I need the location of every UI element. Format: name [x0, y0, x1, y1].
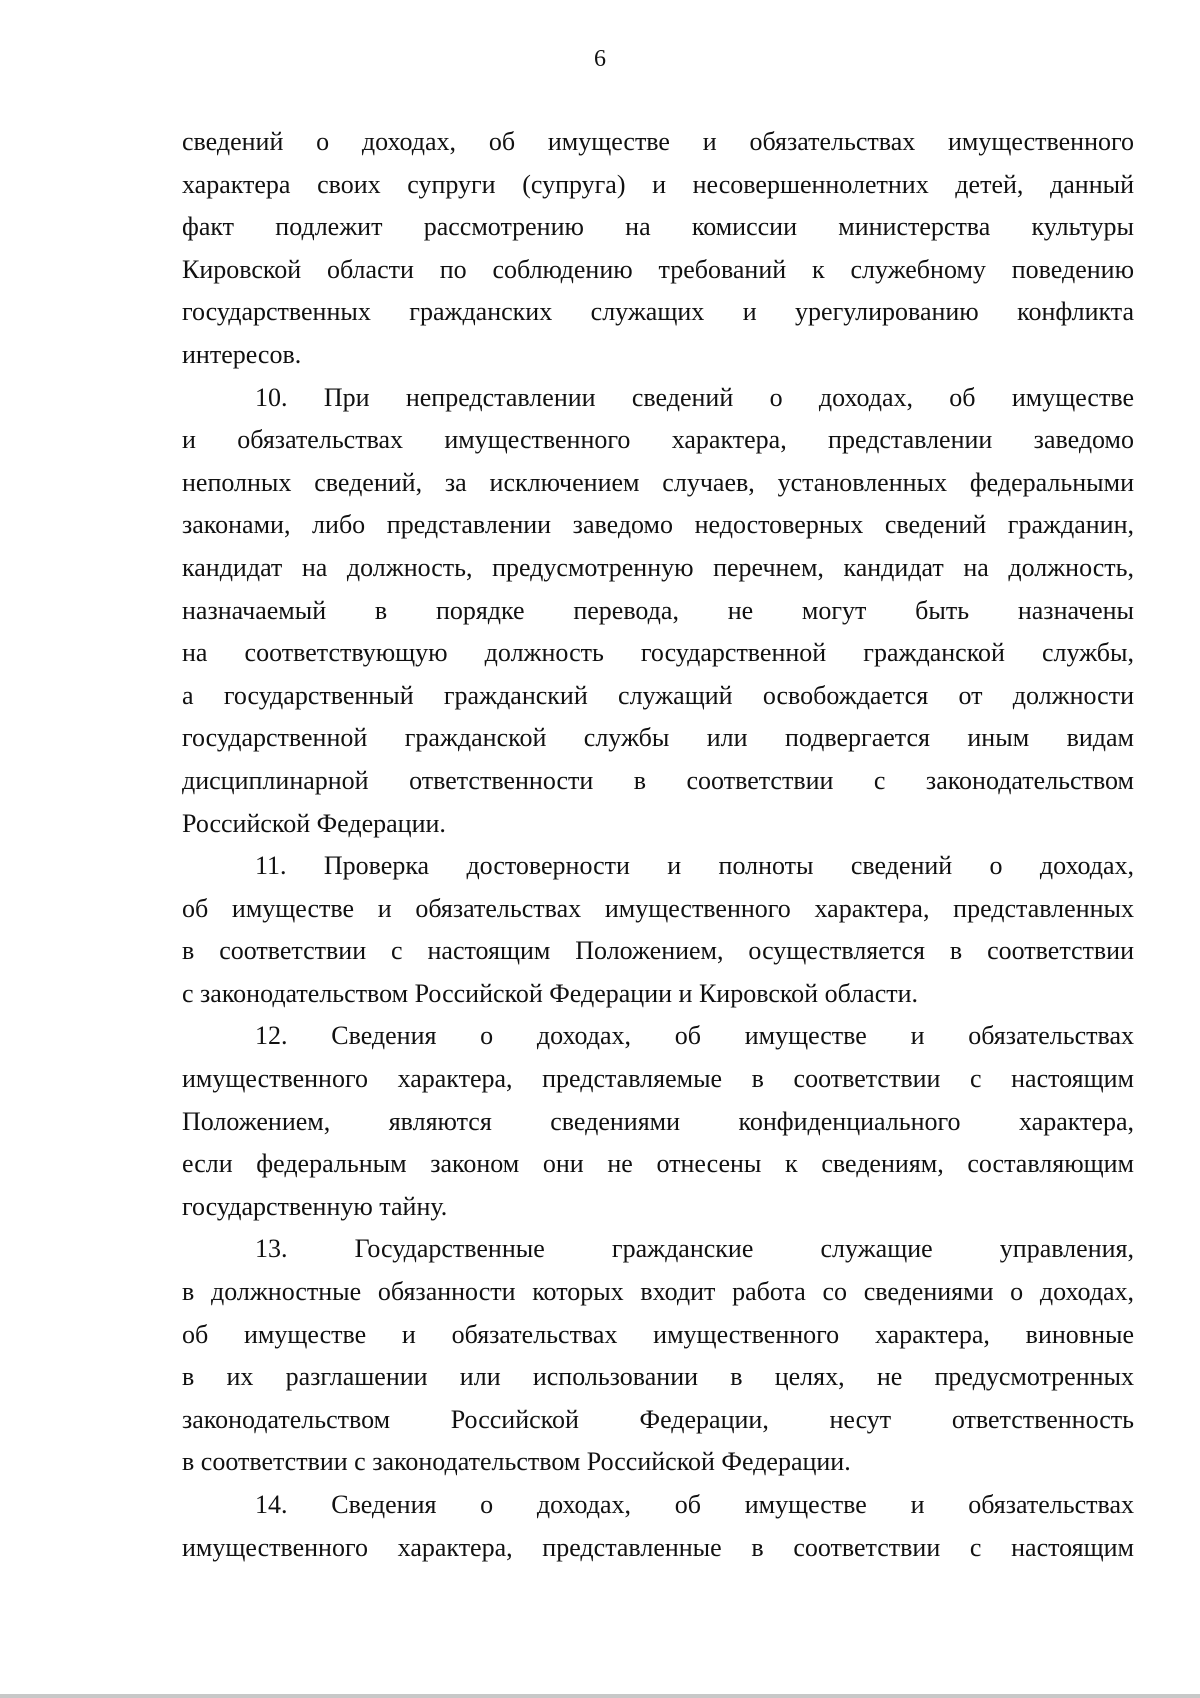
text-line: на соответствующую должность государственной гражданской службы, [182, 638, 1134, 668]
text-line: об имуществе и обязательствах имущественного характера, представленных [182, 893, 1134, 923]
text-line: неполных сведений, за исключением случаев, установленных федеральными [182, 467, 1134, 497]
text-line: законодательством Российской Федерации, несут ответственность [182, 1404, 1134, 1434]
paragraph-12-start: 12. Сведения о доходах, об имуществе и обязательствах [255, 1021, 1134, 1051]
page-number: 6 [594, 46, 606, 72]
text-line: интересов. [182, 339, 302, 369]
text-line: назначаемый в порядке перевода, не могут быть назначены [182, 595, 1134, 625]
scan-bottom-edge [0, 1694, 1200, 1698]
text-line: государственных гражданских служащих и урегулированию конфликта [182, 297, 1134, 327]
text-line: об имуществе и обязательствах имущественного характера, виновные [182, 1319, 1134, 1349]
text-line: факт подлежит рассмотрению на комиссии министерства культуры [182, 212, 1134, 242]
text-line: имущественного характера, представляемые в соответствии с настоящим [182, 1064, 1134, 1094]
text-line: имущественного характера, представленные в соответствии с настоящим [182, 1532, 1134, 1562]
text-line: Российской Федерации. [182, 808, 446, 838]
text-line: если федеральным законом они не отнесены к сведениям, составляющим [182, 1149, 1134, 1179]
paragraph-13-start: 13. Государственные гражданские служащие управления, [255, 1234, 1134, 1264]
text-line: а государственный гражданский служащий освобождается от должности [182, 680, 1134, 710]
text-line: и обязательствах имущественного характера, представлении заведомо [182, 425, 1134, 455]
text-line: дисциплинарной ответственности в соответствии с законодательством [182, 765, 1134, 795]
text-line: в соответствии с настоящим Положением, осуществляется в соответствии [182, 936, 1134, 966]
text-line: в должностные обязанности которых входит работа со сведениями о доходах, [182, 1277, 1134, 1307]
text-line: сведений о доходах, об имуществе и обязательствах имущественного [182, 127, 1134, 156]
text-line: Положением, являются сведениями конфиденциального характера, [182, 1106, 1134, 1136]
document-body [182, 121, 1134, 1569]
text-line: государственной гражданской службы или подвергается иным видам [182, 723, 1134, 753]
text-line: характера своих супруги (супруга) и несовершеннолетних детей, данный [182, 169, 1134, 199]
text-line: Кировской области по соблюдению требований к служебному поведению [182, 254, 1134, 284]
text-line: кандидат на должность, предусмотренную перечнем, кандидат на должность, [182, 552, 1134, 582]
paragraph-11-start: 11. Проверка достоверности и полноты сведений о доходах, [255, 851, 1134, 881]
paragraph-14-start: 14. Сведения о доходах, об имуществе и обязательствах [255, 1490, 1134, 1519]
text-line: в их разглашении или использовании в целях, не предусмотренных [182, 1362, 1134, 1392]
text-line: государственную тайну. [182, 1191, 448, 1221]
text-line: в соответствии с законодательством Российской Федерации. [182, 1447, 851, 1477]
paragraph-10-start: 10. При непредставлении сведений о доходах, об имуществе [255, 382, 1134, 412]
text-line: с законодательством Российской Федерации и Кировской области. [182, 978, 919, 1008]
text-line: законами, либо представлении заведомо недостоверных сведений гражданин, [182, 510, 1134, 540]
